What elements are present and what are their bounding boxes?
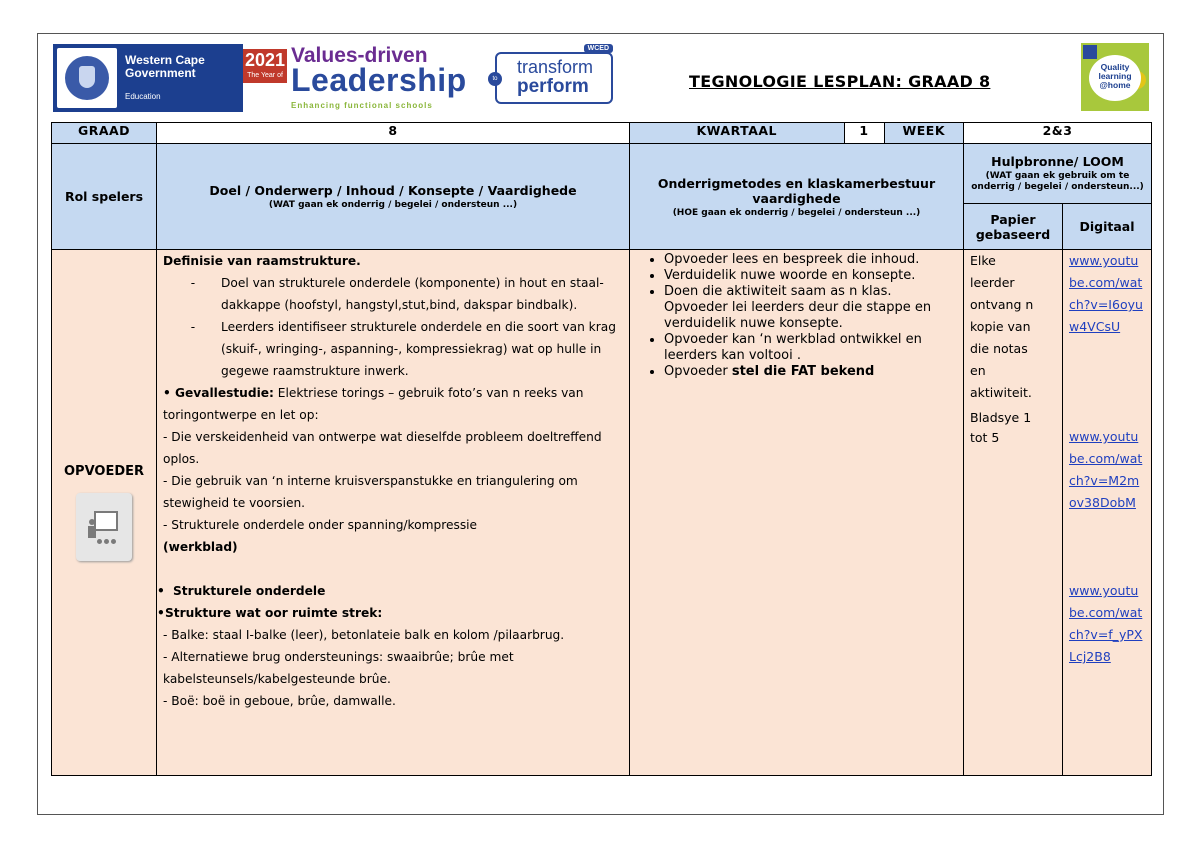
coat-of-arms-icon [57, 48, 117, 108]
case-study [163, 382, 623, 426]
rolspelers-header: Rol spelers [52, 144, 157, 250]
content-cell [157, 250, 630, 776]
graad-label: GRAAD [52, 123, 157, 144]
page-title: TEGNOLOGIE LESPLAN: GRAAD 8 [689, 72, 991, 91]
teacher-classroom-icon [76, 493, 132, 561]
youtube-link-2[interactable]: www.youtube.com/watch?v=M2mov38DobM [1069, 429, 1143, 510]
wcg-line1: Western Cape [125, 53, 205, 67]
hulpbronne-subtitle: (WAT gaan ek gebruik om te onderrig / begelei / ondersteun...) [971, 171, 1144, 192]
week-value: 2&3 [964, 123, 1152, 144]
structure-item-1: - Balke: staal I-balke (leer), betonlateie balk en kolom /pilaarbrug. [163, 628, 565, 642]
bullet-structural-parts: • Strukturele onderdele [157, 584, 326, 598]
method-item: • Verduidelik nuwe woorde en konsepte. [664, 268, 957, 284]
metodes-header [630, 144, 964, 250]
year-small: The Year of [247, 72, 283, 79]
papier-header: Papier gebaseerd [964, 204, 1063, 250]
perform-text: perform [517, 76, 589, 97]
wced-badge: WCED [584, 44, 613, 53]
quality-learning-home-logo [1081, 43, 1149, 111]
werkblad-label: (werkblad) [163, 540, 238, 554]
metodes-title: Onderrigmetodes en klaskamerbestuur vaardighede [657, 175, 936, 206]
lesson-plan-page [37, 33, 1164, 815]
values-driven-leadership-logo [243, 44, 483, 114]
content-dash-2: - Leerders identifiseer strukturele onderdele en die soort van krag (skuif-, wringing-, aspanning-, kompressiekrag) wat op hulle in gegewe raamstrukture inwerk. [190, 320, 616, 378]
youtube-link-1[interactable]: www.youtube.com/watch?v=I6oyuw4VCsU [1069, 253, 1143, 334]
content-dash-1: - Doel van strukturele onderdele (komponente) in hout en staal-dakkappe (hoofstyl, hangstyl,stut,bind, dakspar bindbalk). [190, 276, 604, 312]
paper-text-2: Bladsye 1 tot 5 [970, 410, 1032, 445]
case-item-3: - Strukturele onderdele onder spanning/kompressie [163, 518, 478, 532]
kwartaal-label: KWARTAAL [630, 123, 844, 143]
kwartaal-value: 1 [844, 123, 884, 143]
wcg-dept: Education [125, 92, 161, 101]
method-item: • Opvoeder lees en bespreek die inhoud. [664, 252, 957, 268]
wcg-line2: Government [125, 66, 196, 80]
youtube-link-3[interactable]: www.youtube.com/watch?v=f_yPXLcj2B8 [1069, 583, 1143, 664]
case-study-text: Elektriese torings – gebruik foto’s van n reeks van toringontwerpe en let op: [163, 386, 584, 422]
methods-cell [630, 250, 964, 776]
digital-resources-cell [1063, 250, 1152, 776]
grade-row [52, 123, 1152, 144]
doel-title: Doel / Onderwerp / Inhoud / Konsepte / Vaardighede [209, 183, 577, 198]
method-item: • Doen die aktiwiteit saam as n klas. Opvoeder lei leerders deur die stappe en verduidelik nuwe konsepte. [664, 284, 957, 332]
graad-value: 8 [157, 123, 630, 144]
header [38, 34, 1163, 124]
values-driven-text: Values-driven [291, 44, 428, 67]
case-item-1: - Die verskeidenheid van ontwerpe wat dieselfde probleem doeltreffend oplos. [163, 430, 602, 466]
hulpbronne-title: Hulpbronne/ LOOM [991, 154, 1124, 169]
enhancing-text: Enhancing functional schools [291, 101, 433, 110]
paper-text-1: Elke leerder ontvang n kopie van die notas en aktiwiteit. [970, 253, 1034, 400]
quality-learning-text: Quality learning @home [1089, 55, 1141, 101]
digitaal-header: Digitaal [1063, 204, 1152, 250]
content-row [52, 250, 1152, 776]
western-cape-government-logo [53, 44, 243, 112]
method-item: • Opvoeder kan ‘n werkblad ontwikkel en leerders kan voltooi . [664, 332, 957, 364]
to-badge: to [488, 72, 502, 86]
structure-item-3: - Boë: boë in geboue, brûe, damwalle. [163, 694, 396, 708]
lesson-plan-table [51, 122, 1152, 776]
leadership-text: Leadership [291, 62, 467, 98]
paper-resources-cell [964, 250, 1063, 776]
metodes-subtitle: (HOE gaan ek onderrig / begelei / ondersteun ...) [672, 207, 921, 218]
methods-list [636, 252, 957, 380]
doel-subtitle: (WAT gaan ek onderrig / begelei / ondersteun ...) [268, 200, 518, 210]
doel-header [157, 144, 630, 250]
bullet-spanning-structures: •Strukture wat oor ruimte strek: [157, 606, 383, 620]
role-cell [52, 250, 157, 776]
transform-perform-logo [492, 45, 613, 104]
method-item-fat: • Opvoeder stel die FAT bekend [664, 364, 957, 380]
structure-item-2: - Alternatiewe brug ondersteunings: swaaibrûe; brûe met kabelsteunsels/kabelgesteunde brûe. [163, 650, 514, 686]
year-badge [243, 49, 287, 83]
week-label: WEEK [884, 123, 963, 143]
transform-text: transform [517, 57, 594, 77]
year-big: 2021 [244, 50, 286, 70]
role-label: OPVOEDER [63, 464, 145, 479]
header-row [52, 144, 1152, 204]
hulpbronne-header [964, 144, 1152, 204]
content-heading: Definisie van raamstrukture. [163, 254, 361, 268]
case-item-2: - Die gebruik van ‘n interne kruisverspanstukke en triangulering om stewigheid te voorsien. [163, 474, 578, 510]
case-study-label: • Gevallestudie: [163, 386, 274, 400]
